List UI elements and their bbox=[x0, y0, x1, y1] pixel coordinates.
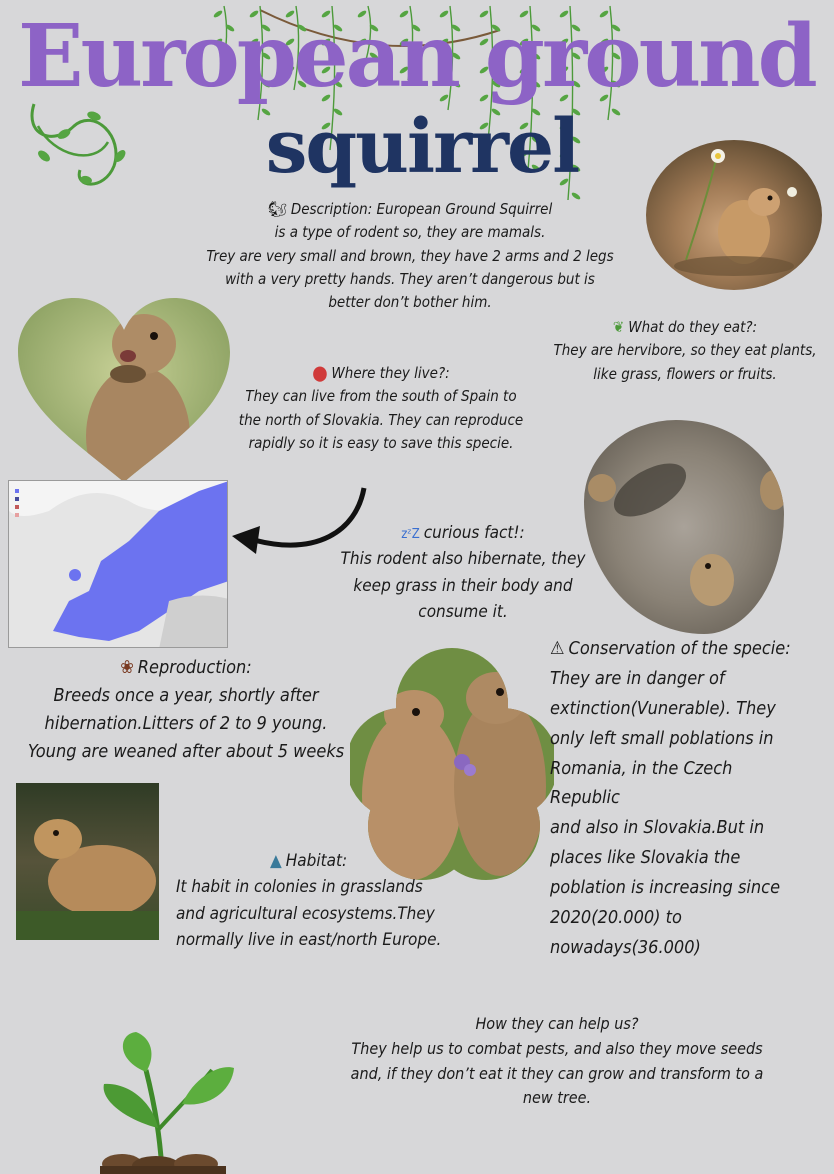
reproduction-section bbox=[6, 654, 366, 766]
description-line: with a very pretty hands. They aren’t dangerous but is bbox=[225, 269, 595, 288]
two-squirrels-photo bbox=[350, 646, 554, 882]
benefits-line: They help us to combat pests, and also they move seeds bbox=[351, 1038, 763, 1058]
reproduction-line: hibernation.Litters of 2 to 9 young. bbox=[44, 712, 328, 734]
landscape-icon: ▲ bbox=[270, 851, 282, 871]
description-line: Trey are very small and brown, they have 2 arms and 2 legs bbox=[206, 246, 614, 265]
squirrel-icon: 🐿 bbox=[267, 200, 287, 218]
zzz-icon: zᶻZ bbox=[401, 527, 420, 542]
benefits-line: new tree. bbox=[522, 1088, 592, 1108]
conservation-section bbox=[550, 634, 832, 963]
habitat-line: normally live in east/north Europe. bbox=[176, 930, 442, 951]
conservation-line: places like Slovakia the bbox=[550, 847, 741, 869]
diet-line: like grass, flowers or fruits. bbox=[593, 364, 777, 383]
location-line: rapidly so it is easy to save this specie. bbox=[248, 433, 514, 452]
reproduction-line: Breeds once a year, shortly after bbox=[53, 684, 319, 706]
conservation-line: only left small poblations in bbox=[550, 727, 774, 749]
location-line: They can live from the south of Spain to bbox=[245, 387, 517, 406]
distribution-map bbox=[8, 480, 228, 648]
conservation-line: and also in Slovakia.But in bbox=[550, 817, 765, 839]
poster-title: European ground bbox=[18, 6, 815, 107]
pin-icon: ⬤ bbox=[312, 364, 328, 382]
location-heading: ⬤ Where they live?: bbox=[212, 362, 550, 385]
benefits-line: and, if they don’t eat it they can grow and transform to a bbox=[350, 1063, 764, 1083]
diet-heading: ❦ What do they eat?: bbox=[540, 316, 830, 339]
squirrels-in-burrow-photo bbox=[584, 420, 784, 634]
seedling-icon: ❦ bbox=[612, 318, 625, 336]
conservation-line: extinction(Vunerable). They bbox=[550, 697, 776, 719]
conservation-line: nowadays(36.000) bbox=[550, 936, 701, 958]
location-line: the north of Slovakia. They can reproduce bbox=[238, 410, 524, 429]
conservation-line: They are in danger of bbox=[550, 667, 725, 689]
habitat-heading: ▲ Habitat: bbox=[270, 848, 506, 874]
benefits-section bbox=[312, 1012, 802, 1111]
conservation-heading: ⚠ Conservation of the specie: bbox=[550, 634, 832, 664]
description-line: 🐿 Description: European Ground Squirrel bbox=[160, 198, 660, 221]
squirrel-heart-photo bbox=[16, 296, 232, 486]
conservation-line: 2020(20.000) to bbox=[550, 906, 682, 928]
reproduction-line: Young are weaned after about 5 weeks bbox=[27, 740, 345, 762]
description-line: is a type of rodent so, they are mamals. bbox=[274, 223, 546, 242]
diet-line: They are hervibore, so they eat plants, bbox=[553, 341, 817, 360]
poster-subtitle: squirrel bbox=[265, 104, 579, 190]
conservation-line: poblation is increasing since bbox=[550, 877, 781, 898]
fact-heading: zᶻZ curious fact!: bbox=[318, 520, 608, 546]
sprout-illustration bbox=[86, 1030, 236, 1174]
habitat-line: and agricultural ecosystems.They bbox=[176, 903, 435, 924]
warning-icon: ⚠ bbox=[550, 638, 565, 659]
squirrel-standing-photo bbox=[16, 783, 159, 940]
habitat-section bbox=[176, 848, 506, 953]
location-section bbox=[212, 362, 550, 455]
fact-line: consume it. bbox=[418, 602, 508, 623]
fact-line: This rodent also hibernate, they bbox=[340, 549, 586, 570]
curly-vine-decoration bbox=[24, 96, 140, 196]
description-line: better don’t bother him. bbox=[328, 293, 492, 311]
fact-section bbox=[318, 520, 608, 625]
conservation-line: Republic bbox=[550, 787, 620, 809]
paw-icon: ❀ bbox=[120, 657, 134, 678]
squirrel-eating-flower-photo bbox=[646, 140, 822, 290]
habitat-line: It habit in colonies in grasslands bbox=[176, 877, 423, 898]
conservation-line: Romania, in the Czech bbox=[550, 757, 733, 779]
diet-section bbox=[540, 316, 830, 386]
fact-line: keep grass in their body and bbox=[353, 575, 573, 596]
reproduction-heading: ❀ Reproduction: bbox=[6, 654, 366, 682]
benefits-heading: How they can help us? bbox=[475, 1014, 639, 1033]
